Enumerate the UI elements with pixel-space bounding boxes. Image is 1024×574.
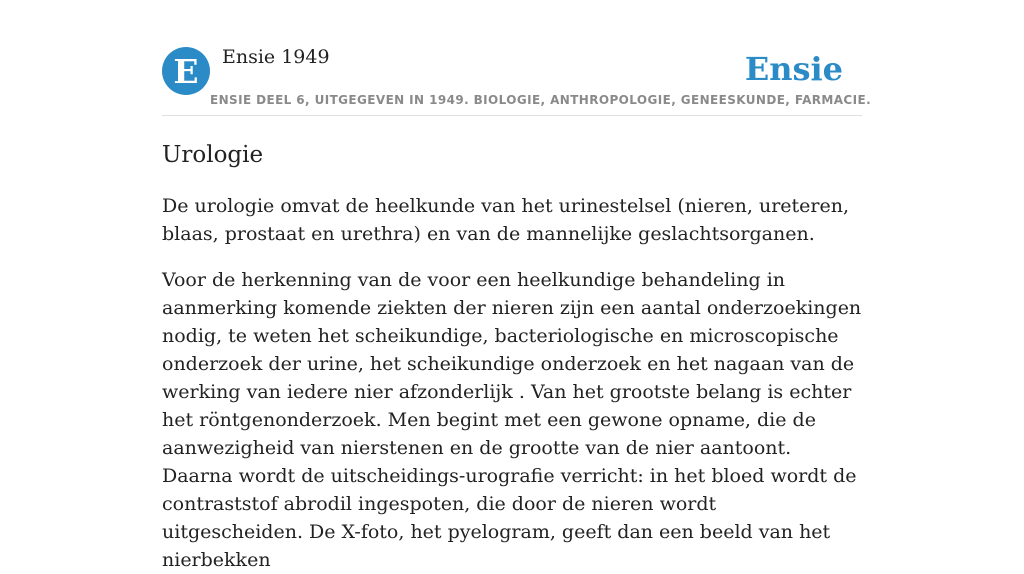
header <box>162 0 872 116</box>
article-paragraph: De urologie omvat de heelkunde van het urinestelsel (nieren, ureteren, blaas, prostaat en urethra) en van de mannelijke geslachtsorganen. <box>162 195 850 245</box>
edition-subtitle: ENSIE DEEL 6, UITGEGEVEN IN 1949. BIOLOGIE, ANTHROPOLOGIE, GENEESKUNDE, FARMACIE. <box>210 93 872 107</box>
brand-link[interactable]: Ensie <box>744 50 843 88</box>
article-paragraph: Voor de herkenning van de voor een heelkundige behandeling in aanmerking komende ziekten der nieren zijn een aantal onderzoekingen nodig, te weten het scheikundige, bacteriologische en microscopische onderzoek der urine, het scheikundige onderzoek en het nagaan van de werking van iedere nier afzonderlijk . Van het grootste belang is echter het röntgenonderzoek. Men begint met een gewone opname, die de aanwezigheid van nierstenen en de grootte van de nier aantoont. Daarna wordt de uitscheidings-urografie verricht: in het bloed wordt de contraststof abrodil ingespoten, die door de nieren wordt uitgescheiden. De X-foto, het pyelogram, geeft dan een beeld van het nierbekken <box>162 269 862 571</box>
ensie-logo[interactable]: E <box>162 47 210 95</box>
edition-title[interactable]: Ensie 1949 <box>222 46 330 68</box>
article-title: Urologie <box>162 142 264 168</box>
page <box>162 0 872 574</box>
